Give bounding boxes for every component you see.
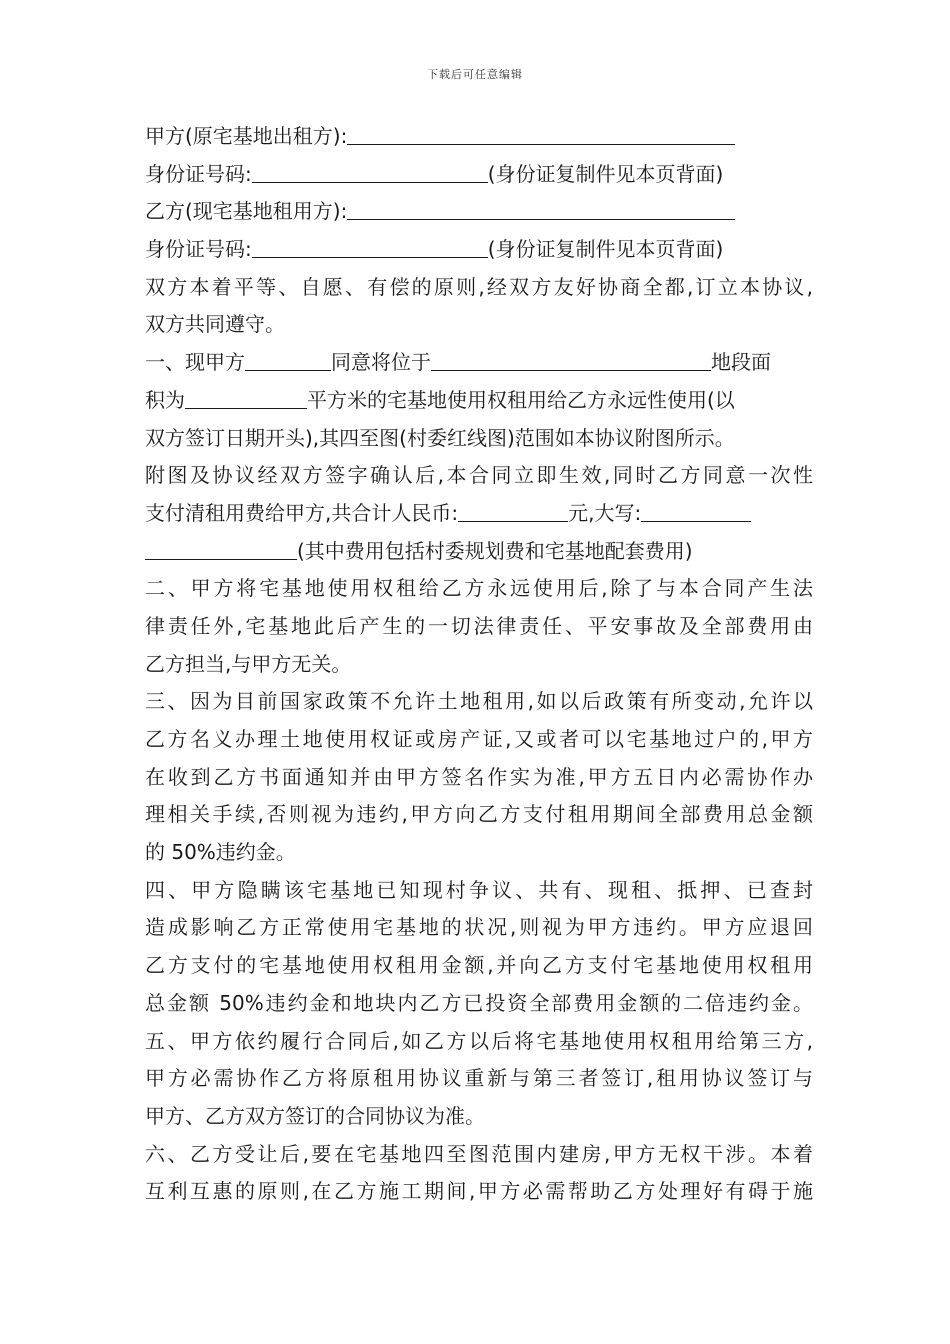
amount-blank [458, 497, 568, 522]
amount-uppercase-blank-2 [145, 535, 297, 560]
amount-uppercase-blank-1 [641, 497, 751, 522]
clause-4-line-2: 造成影响乙方正常使用宅基地的状况,则视为甲方违约。甲方应退回 [145, 915, 813, 940]
clause-1-text-a: 一、现甲方 [145, 350, 245, 375]
area-blank [185, 384, 307, 409]
payment-label: 支付清租用费给甲方,共合计人民币: [145, 500, 459, 525]
clause-1-text-d: 积为 [145, 387, 185, 412]
preamble-line-2: 双方共同遵守。 [145, 312, 285, 337]
clause-1-line-5 [145, 495, 813, 533]
party-a-label: 甲方(原宅基地出租方): [145, 124, 348, 148]
clause-5-line-2: 甲方必需协作乙方将原租用协议重新与第三者签订,租用协议签订与 [145, 1066, 813, 1091]
party-b-label: 乙方(现宅基地租用方): [145, 199, 348, 224]
party-b-id-blank [252, 233, 488, 258]
clause-3-line-5: 的 50%违约金。 [145, 840, 296, 865]
party-a-blank [347, 120, 735, 145]
clause-1-text-e: 平方米的宅基地使用权租用给乙方永远性使用(以 [307, 387, 735, 412]
clause-2-line-1: 二、甲方将宅基地使用权租给乙方永远使用后,除了与本合同产生法 [145, 576, 813, 601]
party-b-id-line [145, 231, 813, 269]
clause-3-line-2: 乙方名义办理土地使用权证或房产证,又或者可以宅基地过户的,甲方 [145, 727, 813, 751]
clause-2-line-2: 律责任外,宅基地此后产生的一切法律责任、平安事故及全部费用由 [145, 613, 813, 638]
party-a-line [145, 118, 813, 156]
clause-4-line-4: 总金额 50%违约金和地块内乙方已投资全部费用金额的二倍违约金。 [145, 990, 813, 1015]
page-header: 下载后可任意编辑 [427, 68, 523, 81]
amount-uppercase-label: 元,大写: [568, 500, 642, 525]
clause-1-line-3: 双方签订日期开头),其四至图(村委红线图)范围如本协议附图所示。 [145, 425, 735, 450]
clause-1-line-6 [145, 533, 813, 571]
party-b-id-label: 身份证号码: [145, 237, 252, 262]
clause-1-text-c: 地段面 [711, 350, 771, 375]
party-a-id-line [145, 156, 813, 194]
clause-4-line-3: 乙方支付的宅基地使用权租用金额,并向乙方支付宅基地使用权租用 [145, 953, 813, 978]
contract-body [145, 118, 813, 1211]
party-a-id-blank [252, 158, 488, 183]
party-a-id-note: (身份证复制件见本页背面) [487, 161, 724, 186]
party-b-blank [347, 195, 735, 220]
fee-note: (其中费用包括村委规划费和宅基地配套费用) [297, 538, 693, 563]
clause-6-line-2: 互利互惠的原则,在乙方施工期间,甲方必需帮助乙方处理好有碍于施 [145, 1179, 813, 1204]
clause-3-line-3: 在收到乙方书面通知并由甲方签名作实为准,甲方五日内必需协作办 [145, 764, 813, 789]
party-b-line [145, 193, 813, 231]
clause-6-line-1: 六、乙方受让后,要在宅基地四至图范围内建房,甲方无权干涉。本着 [145, 1141, 813, 1166]
clause-1-line-1 [145, 344, 813, 382]
clause-2-line-3: 乙方担当,与甲方无关。 [145, 651, 352, 676]
clause-1-text-b: 同意将位于 [331, 350, 431, 375]
party-a-name-blank [245, 346, 331, 371]
clause-3-line-1: 三、因为目前国家政策不允许土地租用,如以后政策有所变动,允许以 [145, 689, 813, 714]
party-b-id-note: (身份证复制件见本页背面) [487, 237, 724, 262]
preamble-line-1: 双方本着平等、自愿、有偿的原则,经双方友好协商全都,订立本协议, [145, 274, 813, 299]
clause-3-line-4: 理相关手续,否则视为违约,甲方向乙方支付租用期间全部费用总金额 [145, 802, 813, 827]
clause-5-line-3: 甲方、乙方双方签订的合同协议为准。 [145, 1103, 485, 1128]
clause-1-line-4: 附图及协议经双方签字确认后,本合同立即生效,同时乙方同意一次性 [145, 463, 813, 488]
clause-4-line-1: 四、甲方隐瞒该宅基地已知现村争议、共有、现租、抵押、已查封 [145, 877, 813, 902]
clause-5-line-1: 五、甲方依约履行合同后,如乙方以后将宅基地使用权租用给第三方, [145, 1028, 813, 1053]
clause-1-line-2 [145, 382, 813, 420]
location-blank [431, 346, 711, 371]
party-a-id-label: 身份证号码: [145, 161, 252, 186]
